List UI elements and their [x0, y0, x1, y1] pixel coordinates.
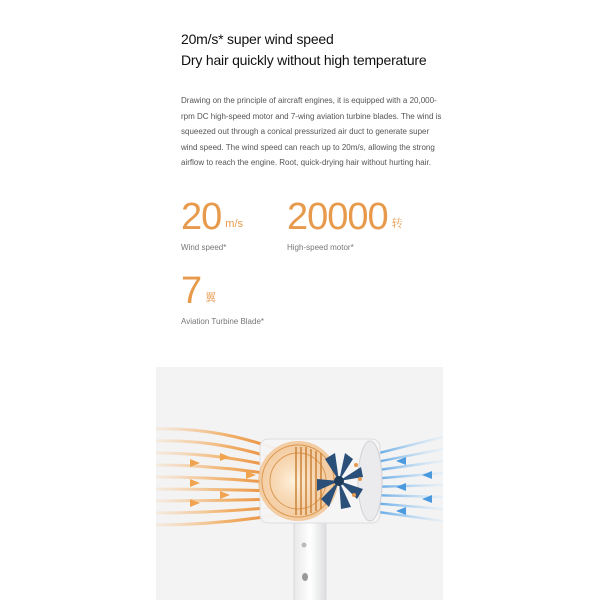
stat-turbine-blade-unit: 翼	[205, 292, 217, 304]
stat-turbine-blade-label: Aviation Turbine Blade*	[181, 317, 265, 326]
stat-wind-speed-unit: m/s	[225, 218, 244, 230]
hair-dryer-icon	[156, 367, 443, 600]
stat-turbine-blade	[181, 272, 264, 326]
product-image	[156, 367, 443, 600]
headline-speed: 20m/s* super wind speed	[181, 31, 334, 47]
stat-turbine-blade-value: 7	[181, 270, 202, 312]
stat-motor-speed-unit: 转	[391, 218, 403, 230]
headline-subtitle: Dry hair quickly without high temperature	[181, 52, 427, 68]
description-paragraph: Drawing on the principle of aircraft engines, it is equipped with a 20,000-rpm DC high-speed motor and 7-wing aviation turbine blades. The wind is squeezed out through a conical pressurized air duct to generate super wind speed. The wind speed can reach up to 20m/s, allowing the strong airflow to reach the engine. Root, quick-drying hair without hurting hair.	[181, 96, 442, 167]
stat-wind-speed-label: Wind speed*	[181, 243, 227, 252]
stat-motor-speed-value: 20000	[287, 196, 388, 238]
warm-air-arrows-icon	[156, 429, 276, 525]
stat-wind-speed-value: 20	[181, 196, 222, 238]
stat-motor-speed	[287, 198, 403, 252]
stat-motor-speed-label: High-speed motor*	[287, 243, 354, 252]
stat-wind-speed	[181, 198, 243, 252]
